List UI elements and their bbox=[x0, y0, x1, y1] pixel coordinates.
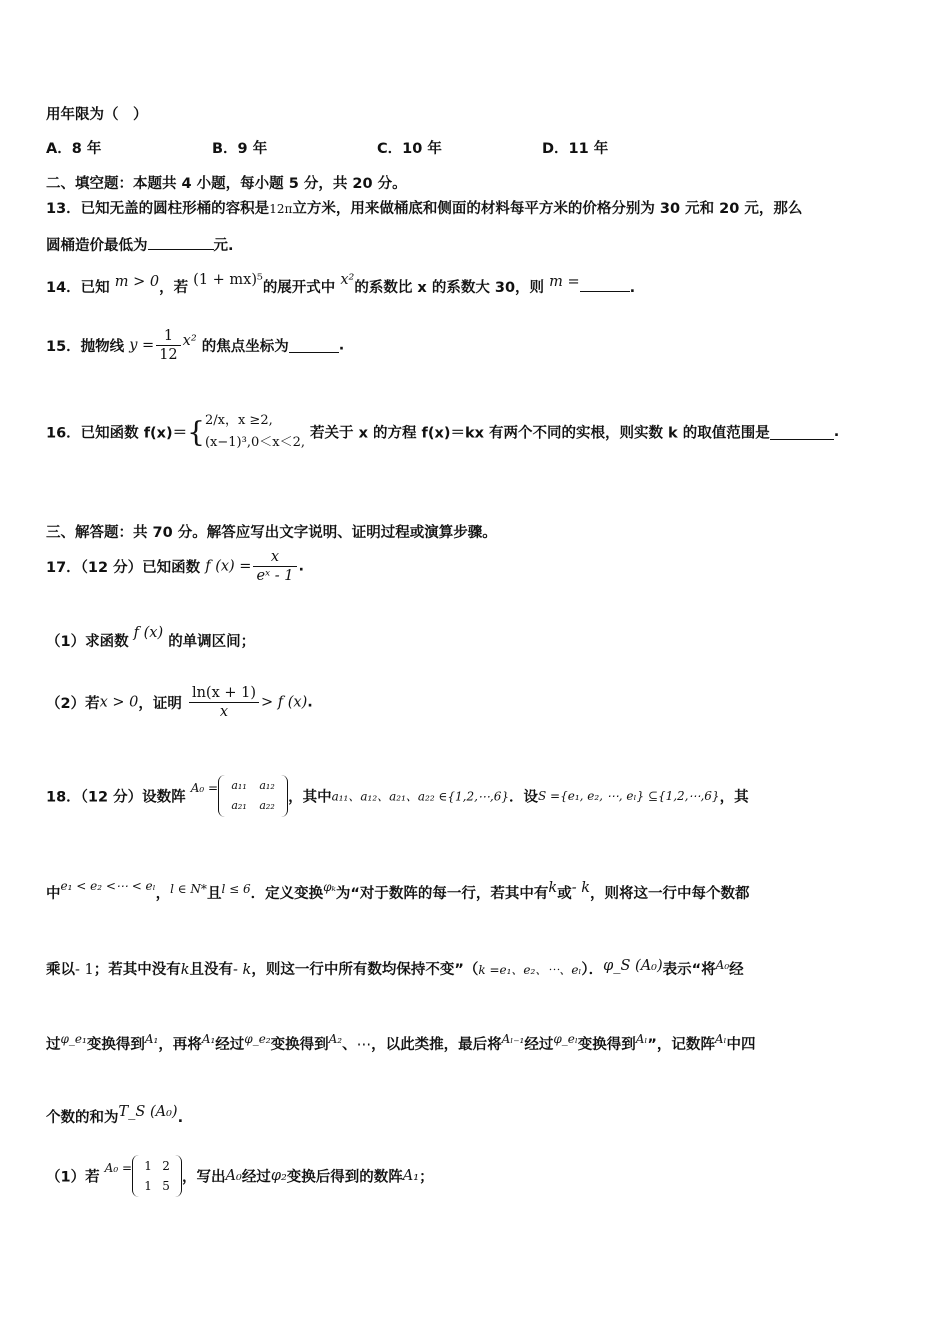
q18-p1A0b: A₀ bbox=[225, 1168, 242, 1184]
q18-p1a: （1）若 bbox=[46, 1169, 100, 1186]
q18-k1: k bbox=[548, 880, 558, 896]
q14-expr: (1 + mx)⁵ bbox=[193, 272, 263, 288]
q17-p2b: ，证明 bbox=[138, 696, 182, 712]
q18-p1-m22: 5 bbox=[162, 1179, 170, 1193]
q18-m21: a₂₁ bbox=[231, 799, 247, 812]
question-13-line1 bbox=[46, 197, 802, 218]
question-18-line5 bbox=[46, 1106, 183, 1127]
q17-frac-num: x bbox=[253, 548, 296, 567]
q17-frac-den: eˣ - 1 bbox=[256, 568, 294, 584]
q13-prefix: 13．已知无盖的圆柱形桶的容积是 bbox=[46, 201, 270, 217]
q17-fx: f (x) = bbox=[205, 558, 252, 575]
q18-l2c: 且 bbox=[206, 886, 222, 902]
q18-l4a: 过 bbox=[46, 1037, 61, 1053]
q18-TS: T_S (A₀) bbox=[118, 1104, 178, 1120]
q18-p1A1: A₁ bbox=[402, 1168, 420, 1184]
q15-end: . bbox=[338, 337, 345, 354]
q17-p2-num: ln(x + 1) bbox=[189, 684, 259, 703]
q18-mk: - k bbox=[571, 880, 590, 896]
q15-frac-num: 1 bbox=[156, 327, 180, 346]
q18-l2a: 中 bbox=[46, 886, 61, 902]
q18-p1-matrix bbox=[132, 1155, 182, 1197]
q18-l4e: 变换得到 bbox=[270, 1037, 329, 1053]
q17-dot: . bbox=[298, 558, 305, 575]
question-18-line4 bbox=[46, 1033, 755, 1054]
q18-phik: φₖ bbox=[323, 880, 336, 894]
q17-p2end: . bbox=[307, 694, 313, 711]
question-14 bbox=[46, 272, 636, 297]
q18-l4k: 中四 bbox=[726, 1037, 756, 1053]
q16-num: 16．已知函数 f(x)＝ bbox=[46, 425, 188, 442]
q18-p1c: 经过 bbox=[241, 1169, 271, 1186]
q17-p2cond: x > 0 bbox=[99, 694, 139, 711]
q18-keq: k =e₁、e₂、⋯、eₗ bbox=[478, 963, 582, 977]
q17-head: 17．（12 分）已知函数 bbox=[46, 560, 201, 576]
q18-m12: a₁₂ bbox=[259, 779, 275, 792]
question-18-line1 bbox=[46, 775, 749, 817]
question-15 bbox=[46, 327, 344, 364]
q18-phiS: φ_S (A₀) bbox=[603, 958, 663, 974]
q13-line2b: 元. bbox=[213, 238, 234, 254]
q18-l2g: ，则将这一行中每个数都 bbox=[590, 886, 750, 902]
q18-A1: A₁ bbox=[144, 1032, 159, 1046]
q16-end: . bbox=[833, 424, 840, 440]
q14-answer-blank[interactable] bbox=[580, 277, 630, 292]
q18-Al1: Aₗ₋₁ bbox=[501, 1032, 525, 1046]
q18-m11: a₁₁ bbox=[231, 779, 247, 792]
q18-A1b: A₁ bbox=[201, 1032, 216, 1046]
q18-l3f: 表示“将 bbox=[662, 962, 716, 978]
q16-tail: 若关于 x 的方程 f(x)＝kx 有两个不同的实根，则实数 k 的取值范围是 bbox=[310, 425, 770, 442]
q14-t1: ，若 bbox=[159, 280, 189, 296]
option-c[interactable]: C．10 年 bbox=[377, 141, 442, 157]
q16-piece-1: 2/x，x ≥2, bbox=[204, 413, 273, 428]
q17-p2-den: x bbox=[219, 704, 229, 720]
q18-l4j: ”，记数阵 bbox=[647, 1037, 715, 1053]
q16-answer-blank[interactable] bbox=[770, 425, 834, 440]
q13-answer-blank[interactable] bbox=[148, 235, 214, 250]
q18-p1-m12: 2 bbox=[162, 1159, 170, 1173]
q15-tail: 的焦点坐标为 bbox=[201, 339, 289, 355]
q18-A2: A₂ bbox=[328, 1032, 343, 1046]
q17-p2a: （2）若 bbox=[46, 696, 100, 712]
q18-p1phi: φ₂ bbox=[270, 1168, 287, 1184]
q15-rhs: x² bbox=[182, 332, 197, 349]
q18-l4c: ，再将 bbox=[158, 1037, 202, 1053]
q18-l2e: 为“对于数阵的每一行，若其中有 bbox=[335, 886, 549, 902]
question-17-part1 bbox=[46, 625, 256, 651]
q16-piece-2: (x−1)³,0＜x＜2, bbox=[204, 435, 305, 450]
q14-t2: 的展开式中 bbox=[262, 280, 336, 296]
q18-matrix bbox=[218, 775, 288, 817]
q18-l2f: 或 bbox=[557, 886, 572, 902]
q18-p1-m21: 1 bbox=[144, 1179, 152, 1193]
q18-l3c: 且没有 bbox=[189, 962, 234, 978]
q15-lhs: y = bbox=[129, 337, 155, 354]
q18-lN: l ∈ N* bbox=[170, 882, 207, 896]
option-d[interactable]: D．11 年 bbox=[542, 141, 609, 157]
q18-m1: - 1 bbox=[75, 962, 94, 978]
q18-m22: a₂₂ bbox=[259, 799, 275, 812]
option-b[interactable]: B．9 年 bbox=[212, 141, 268, 157]
q14-num: 14．已知 bbox=[46, 280, 110, 296]
q15-frac-den: 12 bbox=[159, 347, 178, 363]
question-18-line3 bbox=[46, 958, 744, 979]
section-heading-solutions: 三、解答题：共 70 分。解答应写出文字说明、证明过程或演算步骤。 bbox=[46, 525, 497, 541]
q18-elems: a₁₁、a₁₂、a₂₁、a₂₂ ∈{1,2,⋯,6} bbox=[331, 789, 509, 804]
q18-l3b: ；若其中没有 bbox=[93, 962, 181, 978]
q14-meq: m = bbox=[549, 274, 580, 290]
q15-fraction bbox=[156, 327, 180, 364]
q13-volume: 12π bbox=[269, 202, 293, 216]
q18-phie1: φ_e₁ bbox=[60, 1032, 87, 1046]
q17-p1f: f (x) bbox=[133, 625, 164, 641]
q13-mid: 立方米，用来做桶底和侧面的材料每平方米的价格分别为 30 元和 20 元，那么 bbox=[292, 201, 803, 217]
q18-l3e: ）． bbox=[581, 962, 604, 978]
q14-end: . bbox=[629, 280, 636, 296]
q18-Al: Aₗ bbox=[635, 1032, 648, 1046]
q18-phiel: φ_eₗ bbox=[553, 1032, 578, 1046]
q16-brace: { bbox=[187, 415, 205, 449]
question-16 bbox=[46, 410, 839, 454]
q14-cond: m > 0 bbox=[114, 274, 160, 290]
section-heading-fill-in: 二、填空题：本题共 4 小题，每小题 5 分，共 20 分。 bbox=[46, 176, 407, 192]
option-a[interactable]: A．8 年 bbox=[46, 141, 102, 157]
q18-l4i: 变换得到 bbox=[577, 1037, 636, 1053]
q15-num: 15．抛物线 bbox=[46, 339, 125, 355]
q18-k2: k bbox=[180, 962, 190, 978]
q18-order: e₁ < e₂ <⋯ < eₗ bbox=[60, 879, 156, 893]
q18-t2: ．设 bbox=[509, 789, 538, 806]
q18-l6: l ≤ 6 bbox=[221, 882, 251, 896]
q18-Al2: Aₗ bbox=[714, 1032, 727, 1046]
q18-t1: ，其中 bbox=[288, 789, 332, 806]
q17-p2rhs: > f (x) bbox=[261, 694, 308, 711]
question-18-part1 bbox=[46, 1155, 434, 1197]
q18-p1d: 变换后得到的数阵 bbox=[286, 1169, 403, 1186]
q18-p1b: ，写出 bbox=[182, 1169, 226, 1186]
q18-phie2: φ_e₂ bbox=[244, 1032, 271, 1046]
q18-l3a: 乘以 bbox=[46, 962, 75, 978]
q18-l4h: 经过 bbox=[524, 1037, 554, 1053]
q18-p1e: ； bbox=[419, 1169, 434, 1186]
q18-A0b: A₀ bbox=[715, 958, 730, 972]
q17-fraction bbox=[253, 548, 296, 585]
q18-dots: ⋯ bbox=[356, 1037, 372, 1053]
q18-l3d: ，则这一行中所有数均保持不变”（ bbox=[251, 962, 479, 978]
q18-mk2: - k bbox=[233, 962, 252, 978]
q17-p1b: 的单调区间； bbox=[168, 634, 256, 650]
q14-t3: 的系数比 x 的系数大 30，则 bbox=[354, 280, 545, 296]
q18-l5b: . bbox=[177, 1110, 184, 1126]
q18-p1A0: A₀ = bbox=[104, 1161, 133, 1175]
q15-answer-blank[interactable] bbox=[289, 338, 339, 353]
q18-l5a: 个数的和为 bbox=[46, 1110, 119, 1126]
q18-l2b: ， bbox=[155, 886, 171, 902]
question-17-part2 bbox=[46, 684, 313, 721]
q17-p2-fraction bbox=[189, 684, 259, 721]
prev-question-tail: 用年限为（ ） bbox=[46, 107, 148, 123]
q13-line2a: 圆桶造价最低为 bbox=[46, 238, 148, 254]
q14-x2: x² bbox=[340, 272, 355, 288]
q18-l2d: ．定义变换 bbox=[250, 886, 324, 902]
q18-l4f: 、 bbox=[342, 1037, 357, 1053]
q18-S: S ={e₁, e₂, ⋯, eₗ} ⊆{1,2,⋯,6} bbox=[538, 789, 720, 803]
q18-l4g: ，以此类推，最后将 bbox=[371, 1037, 502, 1053]
q18-head: 18．（12 分）设数阵 bbox=[46, 789, 186, 806]
question-13-line2 bbox=[46, 234, 234, 255]
q18-p1-m11: 1 bbox=[144, 1159, 152, 1173]
q17-p1a: （1）求函数 bbox=[46, 634, 129, 650]
question-18-line2 bbox=[46, 879, 750, 903]
q18-A0: A₀ = bbox=[190, 781, 219, 795]
question-17 bbox=[46, 548, 304, 585]
q18-t3: ，其 bbox=[719, 789, 749, 806]
q16-pieces bbox=[205, 410, 305, 454]
q18-l4b: 变换得到 bbox=[86, 1037, 145, 1053]
q18-l3g: 经 bbox=[729, 962, 744, 978]
q18-l4d: 经过 bbox=[215, 1037, 245, 1053]
